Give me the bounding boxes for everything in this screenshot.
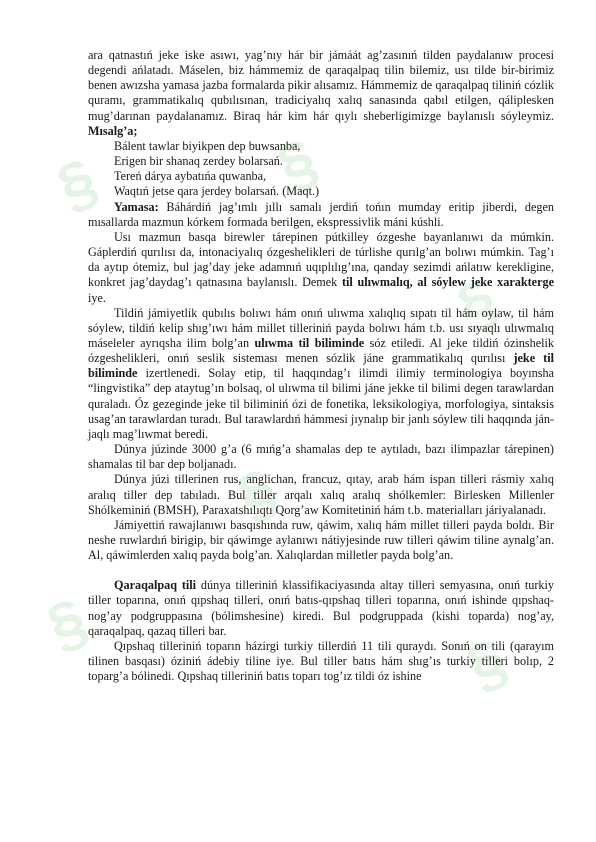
paragraph-karakalpak: Qaraqalpaq tili dúnya tilleriniń klassifikaciyasında altay tilleri semyasına, onıń turkiy tiller toparına, onıń qıpshaq tilleri, onıń batıs-qıpshaq tilleri toparına, onıń ishinde qıpshaq-nog’ay podgruppasına (bólimshesine) kiredi. Bul podgruppada (kishi toparda) nog’ay, qaraqalpaq, qazaq tilleri bar. — [88, 578, 555, 638]
example-label: Mısalg’a; — [88, 123, 138, 138]
term-specific-linguistics: jeke til biliminde — [88, 351, 554, 381]
paragraph-intro: ara qatnastıń jeke iske asıwı, yag’nıy hár bir jámáát ag’zasınıń tilden paydalanıw procesi degendi ańlatadı. Máselen, biz hámmemiz de qaraqalpaq tilin bilemiz, usı tilde bir-birimiz benen awızsha yamasa jazba formalarda pikir alısamız. Hámmemiz de qaraqalpaq tiliniń cózlik quramı, grammatikalıq qubılısınan, tradiciyalıq xalıq sanasında qabıl etilgen, qáliplesken mug’darınan paydalanamız. Biraq hár kim hár qıylı sheberligimizge baylanıslı sóyleymiz. Mısalg’a; — [88, 48, 554, 138]
paragraph-official-languages: Dúnya júzi tillerinen rus, anglichan, francuz, qıtay, arab hám ispan tilleri rásmiy xalıq aralıq tiller dep tabıladı. Bul tiller arqalı xalıq aralıq shólkemler: Birlesken Millenler Shólkeminiń (BMSH), Paraxatshılıqtı Qorg’aw Komitetiniń hám t.b. materialları járiyalanadı. — [88, 472, 554, 517]
paragraph-language-speech: Usı mazmun basqa birewler tárepinen pútkilley ózgeshe bayanlanıwı da múmkin. Gáplerdiń qurılısı da, intonaciyalıq ózgeshelikleri de túrlishe qurılg’an bolıwı múmkin. Tag’ı da aytıp ótemiz, bul jag’day jeke adamnıń uqıplılıg’ına, qanday sezimdi ańlatıw kerekligine, konkret jag’daydag’ı qatnasına baylanıslı. Demek til ulıwmalıq, al sóylew jeke xarakterge iye. — [88, 229, 554, 305]
svg-text:§: § — [447, 265, 508, 343]
paragraph-yamasa: Yamasa: Báhárdiń jag’ımlı jıllı samalı jerdiń tońın mumday eritip jiberdi, degen mısallarda mazmun kórkem formada berilgen, ekspressivlik máni kúshli. — [88, 199, 554, 229]
svg-text:§: § — [267, 125, 328, 203]
key-phrase: til ulıwmalıq, al sóylew jeke xarakterge — [337, 275, 554, 290]
paragraph-linguistics: Tildiń jámiyetlik qubılıs bolıwı hám onıń ulıwma xalıqlıq sıpatı til hám oylaw, til hám sóylew, tildiń kelip shıg’ıwı hám millet tilleriniń payda bolıwı hám t.b. usı sıyaqlı ulıwmalıq máseleler ayrıqsha ilim bolg’an ulıwma til biliminde sóz etiledi. Al jeke tildiń ózinshelik ózgeshelikleri, onıń seslik sisteması menen sózlik jáne grammatikalıq qurılısı jeke til biliminde izertlenedi. Solay etip, til haqqındag’ı ilimdi ilimiy terminologiya boyınsha “lingvistika” dep ataytug’ın bolsaq, ol ulıwma til bilimi jáne jekke til bilimi degen tarawlardan quraladı. Óz gezeginde jeke til biliminiń ózi de fonetika, leksikologiya, morfologiya, sintaksis usag’an tarawlardan turadı. Bul tarawlardıń hámmesi jıynalıp bir janlı sóylew tili haqqında ján-jaqlı mag’lıwmat beredi. — [88, 305, 554, 441]
term-karakalpak-language: Qaraqalpaq tili — [114, 578, 197, 593]
verse-line-2: Erigen bir shanaq zerdey bolarsań. — [114, 154, 283, 169]
paragraph-gap — [88, 563, 554, 578]
yamasa-label: Yamasa: — [114, 199, 159, 214]
verse-line-1: Bálent tawlar biyikpen dep buwsanba, — [114, 138, 301, 153]
svg-text:§: § — [457, 625, 518, 703]
term-general-linguistics: ulıwma til biliminde — [249, 335, 365, 350]
svg-text:§: § — [37, 585, 98, 663]
paragraph-kipchak: Qıpshaq tilleriniń toparın házirgi turkiy tillerdiń 11 tili quraydı. Sonıń on tili (qarayım tilinen basqası) óziniń ádebiy tiline iye. Bul tiller batıs hám shıg’ıs turkiy tilleri bolıp, 2 toparg’a bólinedi. Qıpshaq tilleriniń batıs toparı tog’ız tildi óz ishine — [88, 638, 554, 684]
paragraph-world-languages: Dúnya júzinde 3000 g’a (6 mıńg’a shamalas dep te aytıladı, bazı ilimpazlar tárepinen) shamalas til bar dep boljanadı. — [88, 442, 554, 472]
verse-line-4: Waqtıń jetse qara jerdey bolarsań. (Maqt.) — [114, 184, 320, 199]
svg-text:§: § — [227, 455, 288, 533]
paragraph-tribes: Jámiyettiń rawajlanıwı basqıshında ruw, qáwim, xalıq hám millet tilleri payda boldı. Bir neshe ruwlardıń birigip, bir qáwimge aylanıwı nátiyjesinde ruw tilleri qáwim tiline aynalg’an. Al, qáwimlerden xalıq payda bolg’an. Xalıqlardan milletler payda bolg’an. — [88, 517, 554, 563]
document-page — [88, 48, 554, 684]
svg-text:§: § — [47, 145, 108, 223]
verse-line-3: Tereń dárya aybatıńa quwanba, — [114, 169, 267, 184]
